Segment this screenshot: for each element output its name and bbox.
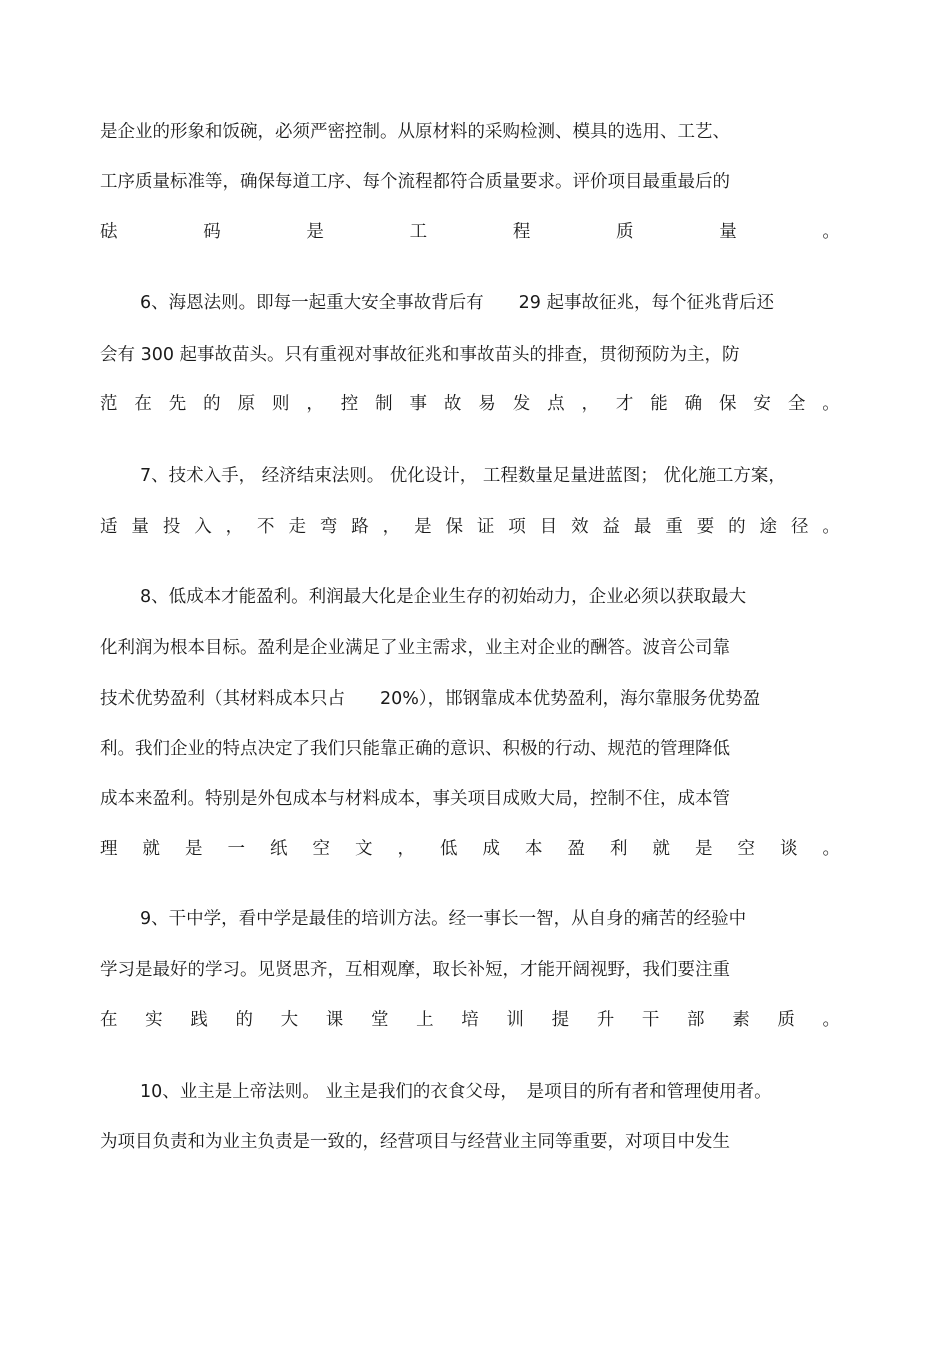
char: 素	[732, 1010, 750, 1030]
char: 目	[539, 517, 558, 537]
char: 。	[822, 222, 840, 242]
char: ，	[397, 839, 415, 859]
char: 最	[633, 517, 652, 537]
char: 控	[340, 394, 359, 414]
char: 成	[482, 839, 500, 859]
char: 确	[684, 394, 703, 414]
char: 的	[203, 394, 221, 414]
char: 。	[822, 394, 840, 414]
text-line: 成本来盈利。特别是外包成本与材料成本，事关项目成败大局，控制不住，成本管	[100, 789, 730, 809]
char: 大	[280, 1010, 299, 1030]
text-line: 9、干中学，看中学是最佳的培训方法。经一事长一智，从自身的痛苦的经验中	[140, 909, 747, 929]
text-line: 工序质量标准等，确保每道工序、每个流程都符合质量要求。评价项目最重最后的	[100, 172, 730, 192]
char: 工	[409, 222, 428, 242]
char: 效	[571, 517, 589, 537]
char: 事	[409, 394, 428, 414]
char: 在	[134, 394, 152, 414]
char: ，	[306, 394, 324, 414]
char: 重	[665, 517, 683, 537]
char: 利	[610, 839, 628, 859]
char: 是	[185, 839, 203, 859]
char: 证	[476, 517, 495, 537]
justified-line	[100, 221, 840, 243]
char: 投	[162, 517, 181, 537]
char: 程	[512, 222, 531, 242]
text-line: 技术优势盈利（其材料成本只占 20%），邯钢靠成本优势盈利，海尔靠服务优势盈	[100, 689, 761, 709]
char: 盈	[567, 839, 585, 859]
char: 适	[100, 517, 118, 537]
char: 能	[650, 394, 668, 414]
text-line: 学习是最好的学习。见贤思齐，互相观摩，取长补短，才能开阔视野，我们要注重	[100, 960, 730, 980]
char: 途	[759, 517, 778, 537]
char: 制	[375, 394, 393, 414]
char: 低	[440, 839, 458, 859]
char: 要	[696, 517, 715, 537]
char: 是	[306, 222, 324, 242]
char: 保	[445, 517, 463, 537]
char: 先	[168, 394, 187, 414]
char: 路	[351, 517, 369, 537]
char: 在	[100, 1010, 118, 1030]
char: 质	[777, 1010, 795, 1030]
char: 码	[203, 222, 221, 242]
text-line: 8、低成本才能盈利。利润最大化是企业生存的初始动力，企业必须以获取最大	[140, 587, 747, 607]
char: 范	[100, 394, 118, 414]
char: 益	[602, 517, 620, 537]
justified-line	[100, 838, 840, 860]
char: 纸	[270, 839, 288, 859]
char: 。	[822, 839, 840, 859]
char: 课	[325, 1010, 344, 1030]
char: 项	[508, 517, 526, 537]
char: 谈	[780, 839, 798, 859]
char: 入	[194, 517, 212, 537]
char: 就	[142, 839, 160, 859]
char: 上	[416, 1010, 434, 1030]
char: 。	[822, 1010, 840, 1030]
char: 故	[443, 394, 462, 414]
char: 理	[100, 839, 118, 859]
char: 安	[753, 394, 771, 414]
char: 全	[787, 394, 806, 414]
char: 。	[822, 517, 840, 537]
char: 就	[652, 839, 670, 859]
char: 是	[414, 517, 432, 537]
char: 原	[237, 394, 256, 414]
text-line: 7、技术入手， 经济结束法则。 优化设计， 工程数量足量进蓝图； 优化施工方案，	[140, 466, 786, 486]
text-line: 10、业主是上帝法则。 业主是我们的衣食父母， 是项目的所有者和管理使用者。	[140, 1082, 772, 1102]
char: 升	[596, 1010, 615, 1030]
char: 践	[190, 1010, 208, 1030]
char: 文	[355, 839, 373, 859]
text-line: 化利润为根本目标。盈利是企业满足了业主需求，业主对企业的酬答。波音公司靠	[100, 638, 730, 658]
char: 干	[641, 1010, 660, 1030]
char: 空	[737, 839, 755, 859]
char: 部	[687, 1010, 705, 1030]
char: 弯	[319, 517, 338, 537]
char: ，	[382, 517, 401, 537]
text-line: 为项目负责和为业主负责是一致的，经营项目与经营业主同等重要，对项目中发生	[100, 1132, 730, 1152]
char: 量	[131, 517, 149, 537]
char: 质	[616, 222, 634, 242]
char: 实	[145, 1010, 163, 1030]
char: 的	[235, 1010, 253, 1030]
char: 的	[728, 517, 746, 537]
char: 培	[461, 1010, 479, 1030]
char: 空	[312, 839, 330, 859]
text-line: 会有 300 起事故苗头。只有重视对事故征兆和事故苗头的排查，贯彻预防为主，防	[100, 345, 740, 365]
char: 提	[551, 1010, 570, 1030]
char: 量	[719, 222, 737, 242]
char: ，	[581, 394, 599, 414]
justified-line	[100, 1009, 840, 1031]
char: 是	[695, 839, 713, 859]
text-line: 是企业的形象和饭碗，必须严密控制。从原材料的采购检测、模具的选用、工艺、	[100, 122, 730, 142]
text-line: 利。我们企业的特点决定了我们只能靠正确的意识、积极的行动、规范的管理降低	[100, 739, 730, 759]
char: 一	[227, 839, 245, 859]
char: 不	[257, 517, 275, 537]
char: 保	[719, 394, 737, 414]
char: ，	[225, 517, 244, 537]
char: 本	[525, 839, 543, 859]
char: 堂	[370, 1010, 389, 1030]
char: 点	[547, 394, 565, 414]
text-line: 6、海恩法则。即每一起重大安全事故背后有 29 起事故征兆，每个征兆背后还	[140, 293, 774, 313]
char: 易	[478, 394, 496, 414]
char: 训	[506, 1010, 524, 1030]
justified-line	[100, 393, 840, 415]
justified-line	[100, 516, 840, 538]
char: 才	[615, 394, 634, 414]
char: 径	[790, 517, 809, 537]
char: 则	[271, 394, 290, 414]
char: 砝	[100, 222, 118, 242]
char: 走	[288, 517, 306, 537]
char: 发	[512, 394, 531, 414]
